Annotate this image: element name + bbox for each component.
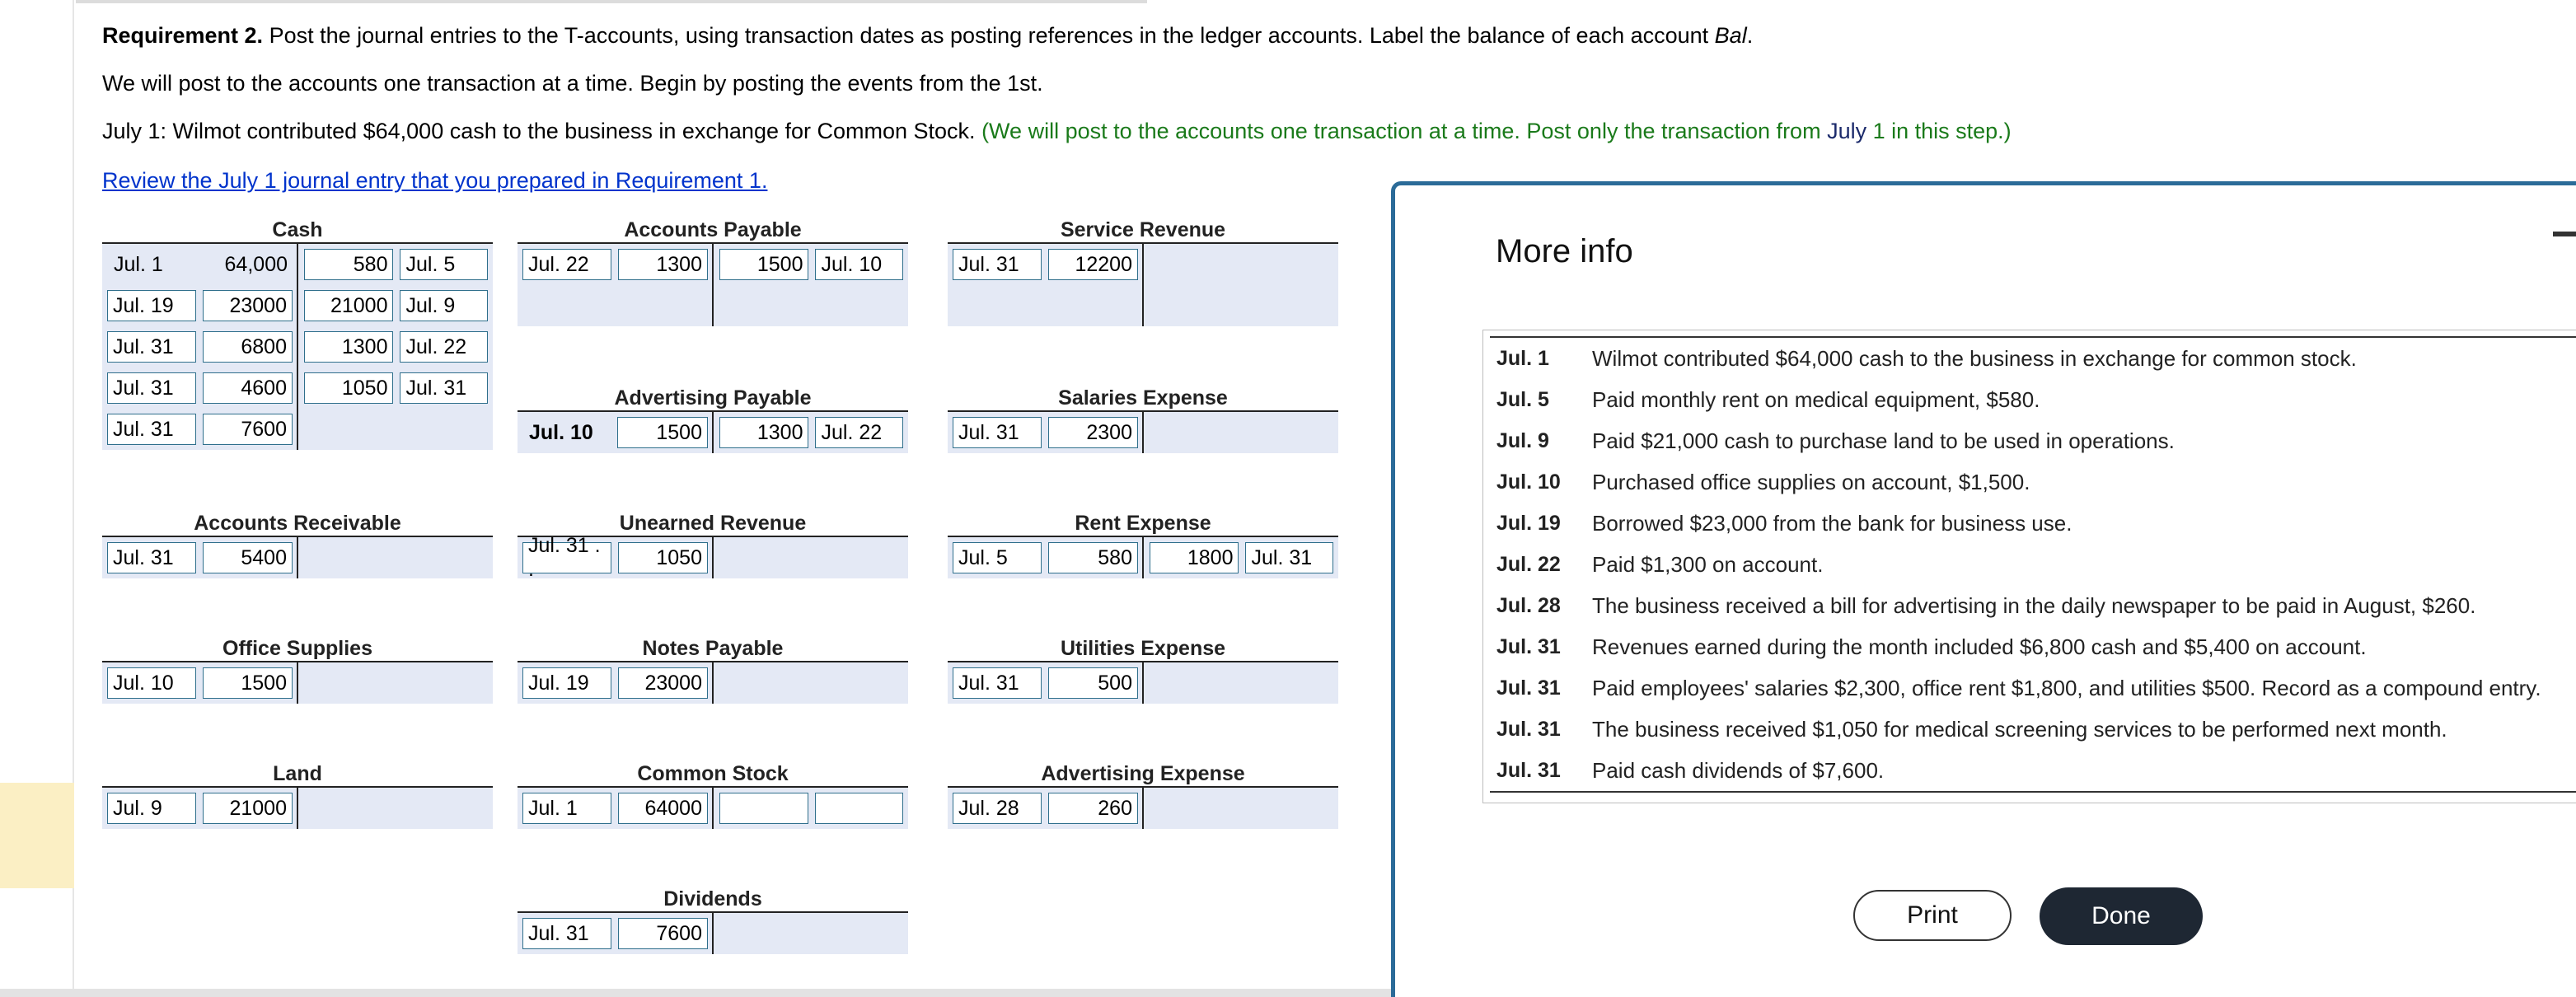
t-account-advertising-expense — [948, 760, 1338, 829]
requirement-instruction — [102, 23, 1753, 49]
t-account-accounts-receivable — [102, 509, 493, 578]
t-account-advertising-payable — [518, 384, 908, 453]
credit-side — [1143, 662, 1338, 704]
transaction-row — [1490, 544, 2576, 585]
account-title: Office Supplies — [102, 634, 493, 662]
ledger-row — [948, 244, 1338, 285]
transaction-row — [1490, 626, 2576, 667]
debit-amount-field[interactable]: 23000 — [203, 290, 293, 321]
transaction-row — [1490, 750, 2576, 791]
credit-side — [297, 409, 493, 450]
ledger-row — [102, 285, 493, 326]
more-info-dialog — [1391, 181, 2576, 997]
credit-side — [1143, 244, 1338, 285]
debit-side — [948, 285, 1143, 326]
dialog-title: More info — [1496, 233, 1633, 269]
debit-amount-field[interactable]: 1300 — [618, 249, 709, 280]
debit-side — [102, 788, 297, 829]
t-account-salaries-expense — [948, 384, 1338, 453]
credit-date-field[interactable]: Jul. 31 — [1245, 542, 1333, 573]
debit-date-field[interactable]: Jul. 19 — [107, 290, 196, 321]
credit-side — [713, 662, 908, 704]
debit-date-field[interactable]: Jul. 22 — [522, 249, 611, 280]
ledger-row — [102, 537, 493, 578]
credit-date-field[interactable]: Jul. 22 — [815, 417, 903, 448]
credit-amount-field[interactable] — [719, 793, 808, 824]
transaction-row — [1490, 585, 2576, 626]
account-title: Notes Payable — [518, 634, 908, 662]
account-rows — [948, 788, 1338, 829]
account-rows — [948, 537, 1338, 578]
transaction-date: Jul. 9 — [1496, 428, 1549, 452]
debit-date-field[interactable]: Jul. 19 — [522, 667, 611, 699]
credit-amount-field[interactable]: 1800 — [1150, 542, 1239, 573]
t-account-rent-expense — [948, 509, 1338, 578]
credit-side — [1143, 788, 1338, 829]
ledger-row — [518, 244, 908, 285]
debit-side — [948, 412, 1143, 453]
credit-date-field[interactable]: Jul. 10 — [815, 249, 903, 280]
top-divider — [76, 0, 1147, 3]
debit-date-field[interactable]: Jul. 31 — [953, 249, 1042, 280]
transaction-row — [1490, 503, 2576, 544]
debit-side — [518, 285, 713, 326]
debit-amount-field[interactable]: 1500 — [617, 417, 708, 448]
account-title: Utilities Expense — [948, 634, 1338, 662]
credit-amount-field[interactable]: 580 — [304, 249, 393, 280]
credit-side — [1143, 537, 1338, 578]
t-account-dividends — [518, 885, 908, 954]
transaction-date: Jul. 31 — [1496, 676, 1561, 700]
credit-side — [1143, 412, 1338, 453]
requirement-period: . — [1746, 23, 1754, 48]
ledger-row — [102, 409, 493, 450]
t-account-unearned-revenue — [518, 509, 908, 581]
transaction-row — [1490, 461, 2576, 503]
transaction-row — [1490, 420, 2576, 461]
t-account-service-revenue — [948, 216, 1338, 326]
t-account-notes-payable — [518, 634, 908, 704]
transaction-description: The business received $1,050 for medical screening services to be performed next month. — [1592, 716, 2447, 742]
account-title: Land — [102, 760, 493, 788]
debit-date-field[interactable]: Jul. 31 — [107, 542, 196, 573]
credit-side — [297, 537, 493, 578]
credit-side — [297, 788, 493, 829]
transaction-date: Jul. 1 — [1496, 346, 1549, 370]
ledger-row — [102, 788, 493, 829]
debit-date-field[interactable]: Jul. 31 — [522, 918, 611, 949]
credit-date-field[interactable] — [815, 793, 903, 824]
t-account-land — [102, 760, 493, 829]
account-title: Dividends — [518, 885, 908, 913]
transaction-description: Paid monthly rent on medical equipment, $580. — [1592, 386, 2040, 412]
debit-side — [102, 409, 297, 450]
debit-date-field: Jul. 10 — [529, 420, 593, 444]
transaction-description: Paid $1,300 on account. — [1592, 551, 1824, 577]
debit-amount-field[interactable]: 7600 — [203, 414, 293, 445]
credit-side — [1143, 285, 1338, 326]
debit-side — [102, 537, 297, 578]
july-1-text: July 1: Wilmot contributed $64,000 cash to the business in exchange for Common Stock. — [102, 119, 982, 143]
account-title: Common Stock — [518, 760, 908, 788]
debit-amount-field[interactable]: 2300 — [1048, 417, 1139, 448]
credit-amount-field[interactable]: 1300 — [304, 331, 393, 363]
ledger-row — [518, 412, 908, 453]
debit-amount-field[interactable]: 12200 — [1048, 249, 1139, 280]
debit-date-field[interactable]: Jul. 5 — [953, 542, 1042, 573]
ledger-row — [948, 537, 1338, 578]
debit-amount-field[interactable]: 5400 — [203, 542, 293, 573]
transaction-row — [1490, 379, 2576, 420]
ledger-row — [948, 788, 1338, 829]
debit-side — [518, 534, 713, 581]
requirement-text: Post the journal entries to the T-accounts, using transaction dates as posting references in the ledger accounts. Label the balance of each account — [263, 23, 1715, 48]
transaction-date: Jul. 28 — [1496, 593, 1561, 617]
step-hint — [981, 119, 2012, 143]
account-rows — [102, 788, 493, 829]
t-account-common-stock — [518, 760, 908, 829]
review-journal-link[interactable]: Review the July 1 journal entry that you prepared in Requirement 1. — [102, 168, 768, 193]
transaction-description: Paid employees' salaries $2,300, office rent $1,800, and utilities $500. Record as a compound entry. — [1592, 675, 2541, 700]
debit-side — [102, 662, 297, 704]
credit-side — [297, 367, 493, 409]
transaction-date: Jul. 5 — [1496, 387, 1549, 411]
debit-side — [518, 662, 713, 704]
requirement-label: Requirement 2. — [102, 23, 264, 48]
account-rows — [518, 534, 908, 581]
debit-side — [518, 412, 713, 453]
debit-date-field[interactable]: Jul. 31 — [107, 331, 196, 363]
debit-amount-field[interactable]: 1050 — [618, 542, 709, 573]
t-account-office-supplies — [102, 634, 493, 704]
gutter-highlight — [0, 783, 74, 888]
debit-date-field[interactable]: Jul. 31 — [107, 372, 196, 404]
debit-side — [102, 285, 297, 326]
transaction-date: Jul. 31 — [1496, 717, 1561, 741]
debit-date-field[interactable]: Jul. 31 — [953, 667, 1042, 699]
minimize-icon[interactable] — [2553, 232, 2576, 236]
credit-side — [713, 913, 908, 954]
credit-side — [713, 285, 908, 326]
credit-date-field[interactable]: Jul. 31 — [400, 372, 488, 404]
debit-date-field[interactable]: Jul. 31 . . — [522, 542, 611, 573]
credit-amount-field[interactable]: 1500 — [719, 249, 808, 280]
debit-amount-field[interactable]: 260 — [1048, 793, 1139, 824]
account-title: Advertising Payable — [518, 384, 908, 412]
debit-amount-field[interactable]: 580 — [1048, 542, 1139, 573]
balance-label: Bal — [1714, 23, 1747, 48]
posting-instruction: We will post to the accounts one transaction at a time. Begin by posting the events from the 1st. — [102, 71, 1043, 96]
t-account-utilities-expense — [948, 634, 1338, 704]
transaction-description: Paid cash dividends of $7,600. — [1592, 757, 1885, 783]
step-hint-b: 1 in this step.) — [1866, 119, 2012, 143]
transactions-table — [1482, 330, 2576, 803]
credit-amount-field[interactable]: 1050 — [304, 372, 393, 404]
ledger-row — [518, 913, 908, 954]
ledger-row — [948, 412, 1338, 453]
t-account-cash — [102, 216, 493, 450]
transaction-date: Jul. 22 — [1496, 552, 1561, 576]
debit-amount-field[interactable]: 4600 — [203, 372, 293, 404]
ledger-row — [518, 662, 908, 704]
account-rows — [518, 412, 908, 453]
credit-side — [297, 326, 493, 367]
debit-amount-field[interactable]: 21000 — [203, 793, 293, 824]
transaction-description: Borrowed $23,000 from the bank for business use. — [1592, 510, 2073, 536]
account-rows — [102, 662, 493, 704]
debit-date-field[interactable]: Jul. 1 — [522, 793, 611, 824]
transaction-row — [1490, 338, 2576, 379]
account-title: Rent Expense — [948, 509, 1338, 537]
debit-side — [518, 788, 713, 829]
account-title: Accounts Receivable — [102, 509, 493, 537]
ledger-row — [102, 367, 493, 409]
debit-side — [102, 367, 297, 409]
account-rows — [102, 537, 493, 578]
july-1-instruction — [102, 119, 2012, 144]
ledger-row — [102, 244, 493, 285]
ledger-row — [518, 788, 908, 829]
account-rows — [948, 662, 1338, 704]
account-rows — [948, 412, 1338, 453]
account-title: Accounts Payable — [518, 216, 908, 244]
ledger-row — [518, 534, 908, 581]
transactions-list — [1490, 336, 2576, 793]
account-title: Unearned Revenue — [518, 509, 908, 537]
credit-amount-field[interactable]: 1300 — [719, 417, 808, 448]
credit-date-field[interactable]: Jul. 5 — [400, 249, 488, 280]
transaction-description: Paid $21,000 cash to purchase land to be used in operations. — [1592, 428, 2175, 453]
account-rows — [518, 913, 908, 954]
ledger-row — [102, 662, 493, 704]
transaction-row — [1490, 709, 2576, 750]
debit-side — [518, 244, 713, 285]
credit-side — [297, 285, 493, 326]
credit-side — [713, 244, 908, 285]
account-rows — [518, 662, 908, 704]
transaction-description: The business received a bill for advertising in the daily newspaper to be paid in August, $260. — [1592, 592, 2476, 618]
debit-date-field: Jul. 1 — [114, 252, 163, 276]
debit-amount-field[interactable]: 500 — [1048, 667, 1139, 699]
account-rows — [518, 788, 908, 829]
credit-amount-field[interactable]: 21000 — [304, 290, 393, 321]
account-rows — [948, 244, 1338, 326]
transaction-date: Jul. 31 — [1496, 758, 1561, 782]
credit-date-field[interactable]: Jul. 9 — [400, 290, 488, 321]
credit-side — [713, 788, 908, 829]
step-hint-month: July — [1827, 119, 1867, 143]
transaction-date: Jul. 10 — [1496, 470, 1561, 494]
ledger-row — [102, 326, 493, 367]
transaction-date: Jul. 19 — [1496, 511, 1561, 535]
step-hint-a: (We will post to the accounts one transaction at a time. Post only the transaction from — [981, 119, 1828, 143]
done-button[interactable]: Done — [2040, 887, 2203, 945]
transaction-description: Wilmot contributed $64,000 cash to the business in exchange for common stock. — [1592, 345, 2357, 371]
account-rows — [518, 244, 908, 326]
print-button[interactable]: Print — [1853, 890, 2012, 941]
debit-side — [948, 788, 1143, 829]
debit-amount-field: 64,000 — [224, 252, 288, 276]
account-title: Advertising Expense — [948, 760, 1338, 788]
debit-amount-field[interactable]: 23000 — [618, 667, 709, 699]
account-rows — [102, 244, 493, 450]
credit-date-field[interactable]: Jul. 22 — [400, 331, 488, 363]
debit-date-field[interactable]: Jul. 31 — [107, 414, 196, 445]
transaction-row — [1490, 667, 2576, 709]
transaction-description: Revenues earned during the month included $6,800 cash and $5,400 on account. — [1592, 634, 2367, 659]
ledger-row — [948, 285, 1338, 326]
debit-side — [948, 662, 1143, 704]
ledger-row — [948, 662, 1338, 704]
account-title: Cash — [102, 216, 493, 244]
debit-side — [518, 913, 713, 954]
credit-side — [713, 537, 908, 578]
account-title: Salaries Expense — [948, 384, 1338, 412]
debit-date-field[interactable]: Jul. 31 — [953, 417, 1042, 448]
credit-side — [713, 412, 908, 453]
debit-side — [102, 326, 297, 367]
debit-side — [948, 244, 1143, 285]
debit-amount-field[interactable]: 64000 — [618, 793, 709, 824]
credit-side — [297, 662, 493, 704]
debit-date-field[interactable]: Jul. 10 — [107, 667, 196, 699]
debit-amount-field[interactable]: 7600 — [618, 918, 709, 949]
debit-date-field[interactable]: Jul. 28 — [953, 793, 1042, 824]
debit-date-field[interactable]: Jul. 9 — [107, 793, 196, 824]
debit-side — [102, 244, 297, 285]
t-account-accounts-payable — [518, 216, 908, 326]
transaction-description: Purchased office supplies on account, $1,500. — [1592, 469, 2030, 494]
transaction-date: Jul. 31 — [1496, 634, 1561, 658]
debit-side — [948, 537, 1143, 578]
debit-amount-field[interactable]: 1500 — [203, 667, 293, 699]
debit-amount-field[interactable]: 6800 — [203, 331, 293, 363]
account-title: Service Revenue — [948, 216, 1338, 244]
credit-side — [297, 244, 493, 285]
ledger-row — [518, 285, 908, 326]
